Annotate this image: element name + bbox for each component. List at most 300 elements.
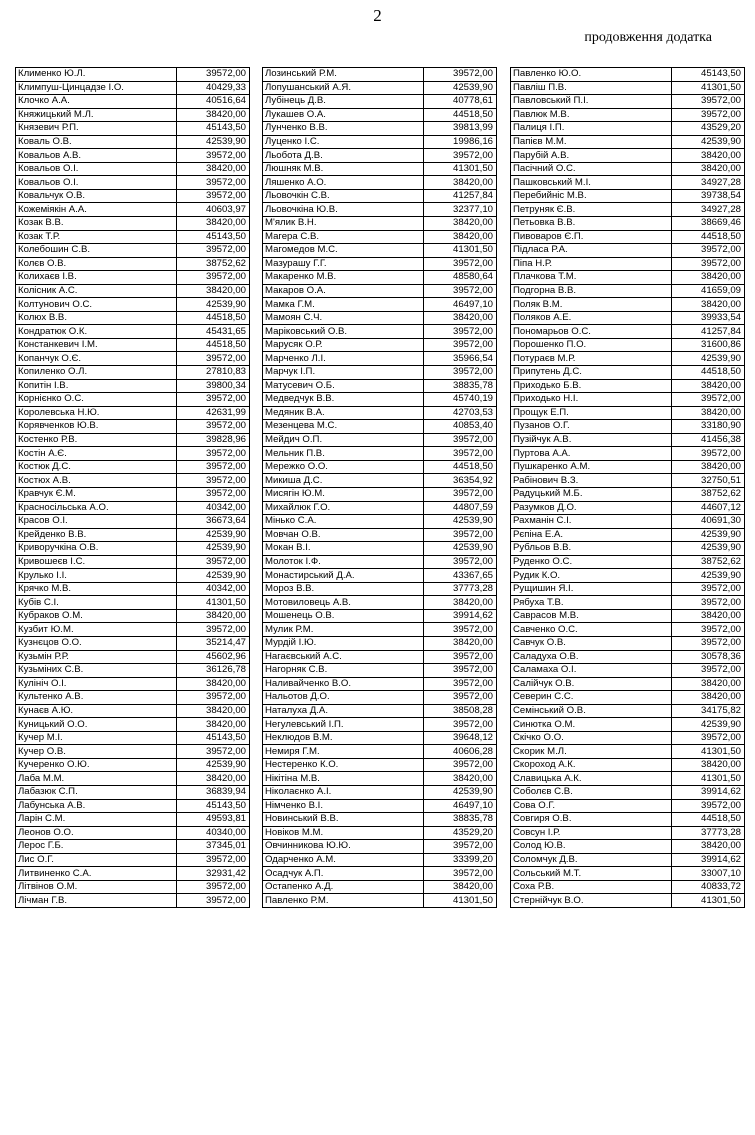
deputy-name: Льовочкіна Ю.В. xyxy=(263,203,424,217)
amount: 46497,10 xyxy=(424,799,497,813)
deputy-name: Костін А.Є. xyxy=(16,447,177,461)
table-row xyxy=(511,366,745,380)
deputy-name: Ковальов А.В. xyxy=(16,149,177,163)
amount: 39572,00 xyxy=(177,487,250,501)
deputy-name: Савчук О.В. xyxy=(511,636,672,650)
deputy-name: Неклюдов В.М. xyxy=(263,731,424,745)
deputy-name: Колюх В.В. xyxy=(16,311,177,325)
table-row xyxy=(511,799,745,813)
table-row xyxy=(16,230,250,244)
deputy-name: Мулик Р.М. xyxy=(263,623,424,637)
deputy-name: Мейдич О.П. xyxy=(263,433,424,447)
deputy-name: Климпуш-Цинцадзе І.О. xyxy=(16,81,177,95)
amount: 39572,00 xyxy=(672,244,745,258)
deputy-name: Папієв М.М. xyxy=(511,135,672,149)
table-row xyxy=(511,352,745,366)
table-row xyxy=(16,271,250,285)
deputy-name: Пузійчук А.В. xyxy=(511,433,672,447)
amount: 40603,97 xyxy=(177,203,250,217)
deputy-name: Руденко О.С. xyxy=(511,555,672,569)
amount: 42539,90 xyxy=(177,135,250,149)
deputy-name: Нагорняк С.В. xyxy=(263,664,424,678)
deputy-name: Копанчук О.Є. xyxy=(16,352,177,366)
amount: 39572,00 xyxy=(672,636,745,650)
deputy-name: Плачкова Т.М. xyxy=(511,271,672,285)
deputy-name: Совсун І.Р. xyxy=(511,826,672,840)
amount: 32377,10 xyxy=(424,203,497,217)
deputy-name: Королевська Н.Ю. xyxy=(16,406,177,420)
table-row xyxy=(263,609,497,623)
table-row xyxy=(263,420,497,434)
amount: 41301,50 xyxy=(672,81,745,95)
amount: 38420,00 xyxy=(424,636,497,650)
amount: 40342,00 xyxy=(177,582,250,596)
amount: 38420,00 xyxy=(672,758,745,772)
deputy-name: Лубінець Д.В. xyxy=(263,95,424,109)
table-row xyxy=(263,826,497,840)
deputy-name: Копитін І.В. xyxy=(16,379,177,393)
deputy-name: Сова О.Г. xyxy=(511,799,672,813)
amount: 40429,33 xyxy=(177,81,250,95)
deputy-name: Рудик К.О. xyxy=(511,569,672,583)
amount: 43367,65 xyxy=(424,569,497,583)
amount: 30578,36 xyxy=(672,650,745,664)
table-row xyxy=(263,298,497,312)
table-row xyxy=(511,217,745,231)
amount: 39572,00 xyxy=(672,108,745,122)
deputy-name: Рубльов В.В. xyxy=(511,542,672,556)
amount: 39572,00 xyxy=(424,487,497,501)
table-row xyxy=(16,95,250,109)
table-row xyxy=(263,731,497,745)
amount: 36673,64 xyxy=(177,515,250,529)
amount: 39572,00 xyxy=(424,867,497,881)
table-column-1 xyxy=(15,67,250,908)
table-row xyxy=(511,880,745,894)
table-row xyxy=(263,704,497,718)
amount: 38835,78 xyxy=(424,813,497,827)
deputy-name: Семінський О.В. xyxy=(511,704,672,718)
amount: 39572,00 xyxy=(672,257,745,271)
table-row xyxy=(263,853,497,867)
deputy-name: Литвиненко С.А. xyxy=(16,867,177,881)
amount: 38420,00 xyxy=(177,677,250,691)
table-row xyxy=(263,393,497,407)
table-row xyxy=(511,393,745,407)
amount: 39572,00 xyxy=(672,596,745,610)
deputy-name: Парубій А.В. xyxy=(511,149,672,163)
amount: 39572,00 xyxy=(177,880,250,894)
amount: 42539,90 xyxy=(424,542,497,556)
deputy-name: Монастирський Д.А. xyxy=(263,569,424,583)
amount: 38420,00 xyxy=(672,460,745,474)
amount: 44807,59 xyxy=(424,501,497,515)
table-row xyxy=(263,460,497,474)
amount: 39572,00 xyxy=(424,691,497,705)
amount: 39572,00 xyxy=(177,623,250,637)
deputy-name: Корнієнко О.С. xyxy=(16,393,177,407)
deputy-name: Колебошин С.В. xyxy=(16,244,177,258)
table-row xyxy=(511,433,745,447)
amount: 35214,47 xyxy=(177,636,250,650)
table-row xyxy=(263,257,497,271)
amount: 38420,00 xyxy=(177,162,250,176)
table-row xyxy=(16,81,250,95)
deputy-name: Наталуха Д.А. xyxy=(263,704,424,718)
amount: 42539,90 xyxy=(177,569,250,583)
amount: 37773,28 xyxy=(424,582,497,596)
table-row xyxy=(511,379,745,393)
table-row xyxy=(263,433,497,447)
deputy-name: Магомедов М.С. xyxy=(263,244,424,258)
deputy-name: Соломчук Д.В. xyxy=(511,853,672,867)
amount: 39572,00 xyxy=(424,433,497,447)
amount: 39738,54 xyxy=(672,189,745,203)
table-row xyxy=(511,718,745,732)
amount: 39572,00 xyxy=(672,664,745,678)
table-row xyxy=(263,149,497,163)
table-row xyxy=(511,636,745,650)
deputy-name: Льовочкін С.В. xyxy=(263,189,424,203)
deputy-name: Коваль О.В. xyxy=(16,135,177,149)
table-row xyxy=(511,311,745,325)
deputy-name: Одарченко А.М. xyxy=(263,853,424,867)
amount: 38420,00 xyxy=(424,311,497,325)
amount: 38420,00 xyxy=(177,704,250,718)
deputy-name: Макаренко М.В. xyxy=(263,271,424,285)
deputy-name: Пивоваров Є.П. xyxy=(511,230,672,244)
table-row xyxy=(263,217,497,231)
table-row xyxy=(16,108,250,122)
table-row xyxy=(16,420,250,434)
amount: 38420,00 xyxy=(424,596,497,610)
amount: 44607,12 xyxy=(672,501,745,515)
deputy-name: Костюк Д.С. xyxy=(16,460,177,474)
deputy-name: Піпа Н.Р. xyxy=(511,257,672,271)
amount: 19986,16 xyxy=(424,135,497,149)
deputy-name: Медведчук В.В. xyxy=(263,393,424,407)
amount: 38420,00 xyxy=(177,217,250,231)
table-row xyxy=(16,149,250,163)
table-row xyxy=(263,244,497,258)
deputy-name: Ковальчук О.В. xyxy=(16,189,177,203)
table-row xyxy=(511,664,745,678)
amount: 34927,28 xyxy=(672,203,745,217)
deputy-name: Скічко О.О. xyxy=(511,731,672,745)
deputy-name: Негулевський І.П. xyxy=(263,718,424,732)
amount: 37773,28 xyxy=(672,826,745,840)
amount: 31600,86 xyxy=(672,338,745,352)
amount: 39572,00 xyxy=(672,731,745,745)
table-column-3 xyxy=(510,67,745,908)
table-row xyxy=(16,487,250,501)
table-row xyxy=(263,582,497,596)
deputy-name: Радуцький М.Б. xyxy=(511,487,672,501)
deputy-name: Кузьмін Р.Р. xyxy=(16,650,177,664)
table-row xyxy=(16,826,250,840)
deputy-name: Потураєв М.Р. xyxy=(511,352,672,366)
table-row xyxy=(16,311,250,325)
deputy-name: Рахманін С.І. xyxy=(511,515,672,529)
table-row xyxy=(16,284,250,298)
amount: 38420,00 xyxy=(177,609,250,623)
amount: 37345,01 xyxy=(177,840,250,854)
deputy-name: Приходько Б.В. xyxy=(511,379,672,393)
deputy-name: Рябуха Т.В. xyxy=(511,596,672,610)
deputy-name: Леонов О.О. xyxy=(16,826,177,840)
deputy-name: Куницький О.О. xyxy=(16,718,177,732)
table-row xyxy=(16,813,250,827)
table-row xyxy=(16,474,250,488)
table-row xyxy=(16,867,250,881)
deputy-name: Саладуха О.В. xyxy=(511,650,672,664)
table-row xyxy=(511,338,745,352)
amount: 39572,00 xyxy=(424,528,497,542)
amount: 39572,00 xyxy=(672,393,745,407)
deputy-name: Княжицький М.Л. xyxy=(16,108,177,122)
table-row xyxy=(16,555,250,569)
deputy-name: Мовчан О.В. xyxy=(263,528,424,542)
amount: 39572,00 xyxy=(672,582,745,596)
amount: 39572,00 xyxy=(177,244,250,258)
page-number: 2 xyxy=(373,6,382,25)
deputy-name: Перебийніс М.В. xyxy=(511,189,672,203)
amount: 41301,50 xyxy=(177,596,250,610)
amount: 42539,90 xyxy=(672,718,745,732)
amount: 39572,00 xyxy=(424,758,497,772)
deputy-name: Літвінов О.М. xyxy=(16,880,177,894)
table-row xyxy=(263,840,497,854)
deputy-name: Соболєв С.В. xyxy=(511,785,672,799)
table-row xyxy=(263,162,497,176)
deputy-name: Корявченков Ю.В. xyxy=(16,420,177,434)
table-row xyxy=(263,176,497,190)
table-row xyxy=(511,420,745,434)
deputy-name: Матусевич О.Б. xyxy=(263,379,424,393)
amount: 38835,78 xyxy=(424,379,497,393)
table-row xyxy=(16,203,250,217)
table-row xyxy=(263,636,497,650)
deputy-name: Савченко О.С. xyxy=(511,623,672,637)
table-row xyxy=(511,108,745,122)
deputy-name: Немиря Г.М. xyxy=(263,745,424,759)
table-row xyxy=(511,853,745,867)
amount: 35966,54 xyxy=(424,352,497,366)
table-row xyxy=(511,189,745,203)
table-row xyxy=(16,189,250,203)
amount: 39572,00 xyxy=(672,95,745,109)
deputy-name: Павленко Р.М. xyxy=(263,894,424,908)
amount: 38420,00 xyxy=(672,609,745,623)
deputy-name: Марчук І.П. xyxy=(263,366,424,380)
amount: 39572,00 xyxy=(177,474,250,488)
amount: 39572,00 xyxy=(177,447,250,461)
table-row xyxy=(511,596,745,610)
deputy-name: Кравчук Є.М. xyxy=(16,487,177,501)
deputy-name: Ковальов О.І. xyxy=(16,162,177,176)
amount: 41301,50 xyxy=(424,162,497,176)
table-row xyxy=(16,745,250,759)
table-row xyxy=(511,785,745,799)
amount: 39572,00 xyxy=(177,894,250,908)
deputy-name: Крячко М.В. xyxy=(16,582,177,596)
amount: 41301,50 xyxy=(672,745,745,759)
amount: 39572,00 xyxy=(177,853,250,867)
table-row xyxy=(263,352,497,366)
amount: 39572,00 xyxy=(177,352,250,366)
amount: 44518,50 xyxy=(177,311,250,325)
amount: 39648,12 xyxy=(424,731,497,745)
table-row xyxy=(511,230,745,244)
table-row xyxy=(16,257,250,271)
table-row xyxy=(263,542,497,556)
table-row xyxy=(263,677,497,691)
deputy-name: Князевич Р.П. xyxy=(16,122,177,136)
table-row xyxy=(16,433,250,447)
deputy-name: Пузанов О.Г. xyxy=(511,420,672,434)
deputy-name: Констанкевич І.М. xyxy=(16,338,177,352)
table-row xyxy=(263,515,497,529)
table-row xyxy=(263,596,497,610)
deputy-name: Медяник В.А. xyxy=(263,406,424,420)
deputy-name: Колісник А.С. xyxy=(16,284,177,298)
table-row xyxy=(16,718,250,732)
header-note: продовження додатка xyxy=(584,30,712,45)
deputy-name: Мотовиловець А.В. xyxy=(263,596,424,610)
amount: 42539,90 xyxy=(672,542,745,556)
amount: 39572,00 xyxy=(424,338,497,352)
deputy-name: Кондратюк О.К. xyxy=(16,325,177,339)
deputy-name: Крейденко В.В. xyxy=(16,528,177,542)
amount: 32931,42 xyxy=(177,867,250,881)
deputy-name: Нестеренко К.О. xyxy=(263,758,424,772)
amount: 42539,90 xyxy=(424,515,497,529)
amount: 39572,00 xyxy=(424,718,497,732)
amount: 39572,00 xyxy=(424,149,497,163)
table-row xyxy=(263,311,497,325)
deputy-name: Разумков Д.О. xyxy=(511,501,672,515)
deputy-name: Ляшенко А.О. xyxy=(263,176,424,190)
deputy-name: Лабунська А.В. xyxy=(16,799,177,813)
deputy-name: Марусяк О.Р. xyxy=(263,338,424,352)
deputy-name: Лопушанський А.Я. xyxy=(263,81,424,95)
amount: 38420,00 xyxy=(672,677,745,691)
deputy-name: Павловський П.І. xyxy=(511,95,672,109)
table-row xyxy=(16,799,250,813)
table-row xyxy=(16,582,250,596)
table-row xyxy=(511,826,745,840)
deputy-name: Кузьміних С.В. xyxy=(16,664,177,678)
deputy-name: Пуртова А.А. xyxy=(511,447,672,461)
table-row xyxy=(511,325,745,339)
amount: 40516,64 xyxy=(177,95,250,109)
deputy-name: Мурдій І.Ю. xyxy=(263,636,424,650)
table-row xyxy=(263,338,497,352)
deputy-name: Мокан В.І. xyxy=(263,542,424,556)
table-row xyxy=(16,894,250,908)
amount: 38420,00 xyxy=(177,108,250,122)
table-row xyxy=(511,677,745,691)
table-row xyxy=(16,447,250,461)
table-row xyxy=(16,244,250,258)
amount: 27810,83 xyxy=(177,366,250,380)
amount: 39914,62 xyxy=(672,853,745,867)
deputy-name: Кривошеєв І.С. xyxy=(16,555,177,569)
deputy-name: Пасічний О.С. xyxy=(511,162,672,176)
amount: 39572,00 xyxy=(177,149,250,163)
amount: 38420,00 xyxy=(672,298,745,312)
table-row xyxy=(16,68,250,82)
deputy-name: Лаба М.М. xyxy=(16,772,177,786)
deputy-name: Подгорна В.В. xyxy=(511,284,672,298)
deputy-name: Кучер М.І. xyxy=(16,731,177,745)
table-row xyxy=(16,393,250,407)
amount: 44518,50 xyxy=(424,108,497,122)
amount: 34927,28 xyxy=(672,176,745,190)
amount: 39572,00 xyxy=(177,460,250,474)
deputy-name: Крулько І.І. xyxy=(16,569,177,583)
table-row xyxy=(263,691,497,705)
deputy-name: Кунаєв А.Ю. xyxy=(16,704,177,718)
amount: 42539,90 xyxy=(177,758,250,772)
table-row xyxy=(511,569,745,583)
deputy-name: Мазурашу Г.Г. xyxy=(263,257,424,271)
deputy-name: Славицька А.К. xyxy=(511,772,672,786)
table-row xyxy=(511,840,745,854)
table-row xyxy=(16,636,250,650)
deputy-name: Магера С.В. xyxy=(263,230,424,244)
amount: 38420,00 xyxy=(177,284,250,298)
table-row xyxy=(16,406,250,420)
table-row xyxy=(16,162,250,176)
deputy-name: Петруняк Є.В. xyxy=(511,203,672,217)
deputy-name: Колтунович О.С. xyxy=(16,298,177,312)
amount: 41301,50 xyxy=(424,244,497,258)
table-row xyxy=(16,677,250,691)
deputy-name: Костенко Р.В. xyxy=(16,433,177,447)
table-row xyxy=(263,135,497,149)
amount: 44518,50 xyxy=(672,813,745,827)
deputy-name: Кубів С.І. xyxy=(16,596,177,610)
table-row xyxy=(511,149,745,163)
amount: 41659,09 xyxy=(672,284,745,298)
amount: 40853,40 xyxy=(424,420,497,434)
table-row xyxy=(263,487,497,501)
amount: 36126,78 xyxy=(177,664,250,678)
table-row xyxy=(511,135,745,149)
table-row xyxy=(511,162,745,176)
deputy-name: Клочко А.А. xyxy=(16,95,177,109)
deputy-name: Колихаєв І.В. xyxy=(16,271,177,285)
table-row xyxy=(511,203,745,217)
amount: 42539,90 xyxy=(672,135,745,149)
table-row xyxy=(511,758,745,772)
table-row xyxy=(16,352,250,366)
deputy-name: Кожеміякін А.А. xyxy=(16,203,177,217)
table-row xyxy=(511,257,745,271)
table-row xyxy=(263,406,497,420)
table-row xyxy=(263,203,497,217)
table-row xyxy=(16,840,250,854)
table-row xyxy=(263,474,497,488)
amount: 38420,00 xyxy=(672,271,745,285)
table-row xyxy=(263,528,497,542)
deputy-name: Криворучкіна О.В. xyxy=(16,542,177,556)
table-row xyxy=(16,217,250,231)
amount: 42539,90 xyxy=(672,528,745,542)
amount: 39572,00 xyxy=(672,447,745,461)
table-row xyxy=(16,379,250,393)
